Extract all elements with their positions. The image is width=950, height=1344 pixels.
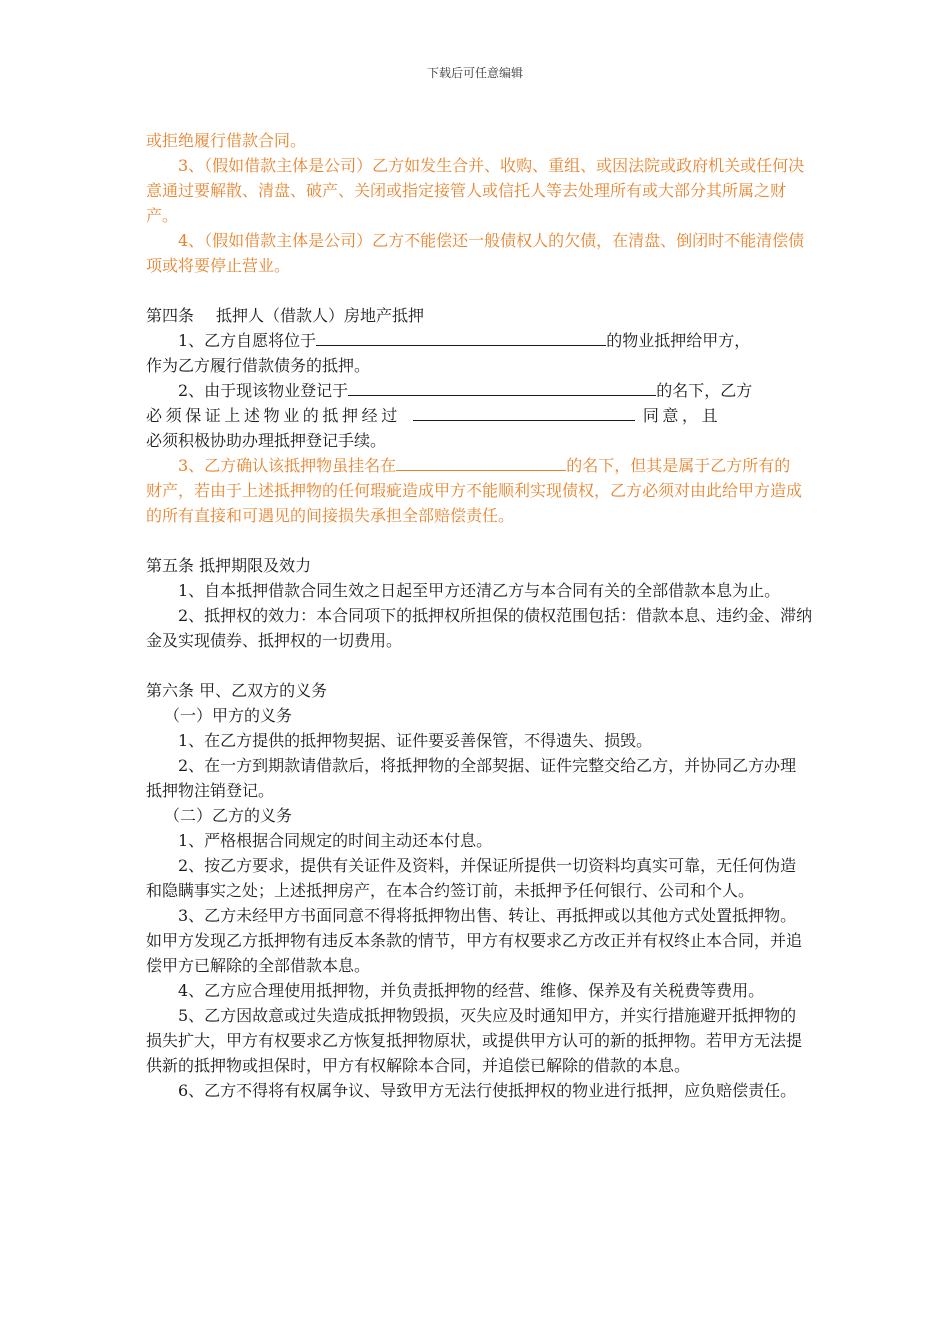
clause-3-3: 3、（假如借款主体是公司）乙方如发生合并、收购、重组、或因法院或政府机关或任何决意通过要解散、清盘、破产、关闭或指定接管人或信托人等去处理所有或大部分其所属之财产。 bbox=[146, 156, 805, 225]
article-4-number: 第四条 bbox=[146, 306, 195, 325]
clause-4-3 bbox=[146, 453, 806, 528]
clause-4-2 bbox=[146, 378, 806, 403]
clause-4-1-text-b: 的物业抵押给甲方， bbox=[606, 331, 751, 350]
blank-line[interactable] bbox=[316, 328, 606, 346]
contract-page bbox=[146, 128, 813, 1103]
clause-6b-2: 2、按乙方要求，提供有关证件及资料，并保证所提供一切资料均真实可靠，无任何伪造和隐瞒事实之处；上述抵押房产，在本合约签订前，未抵押予任何银行、公司和个人。 bbox=[146, 856, 797, 900]
blank-line[interactable] bbox=[348, 378, 656, 396]
article-5-heading: 第五条 抵押期限及效力 bbox=[146, 556, 312, 575]
clause-4-3-text-b: 的名下，但其是属于乙方所有的财产，若由于上述抵押物的任何瑕疵造成甲方不能顺利实现债权，乙方必须对由此给甲方造成的所有直接和可遇见的间接损失承担全部赔偿责任。 bbox=[146, 456, 803, 525]
clause-3-4: 4、（假如借款主体是公司）乙方不能偿还一般债权人的欠债，在清盘、倒闭时不能清偿债项或将要停止营业。 bbox=[146, 231, 805, 275]
clause-4-1 bbox=[146, 328, 806, 353]
spacer bbox=[146, 653, 806, 678]
clause-6a-1: 1、在乙方提供的抵押物契据、证件要妥善保管，不得遗失、损毁。 bbox=[178, 731, 653, 750]
spacer bbox=[146, 278, 806, 303]
clause-4-2-text-d: 同意，且 bbox=[642, 406, 722, 425]
clause-6a-2: 2、在一方到期款请借款后，将抵押物的全部契据、证件完整交给乙方，并协同乙方办理抵押物注销登记。 bbox=[146, 756, 797, 800]
paragraph-continued: 或拒绝履行借款合同。 bbox=[146, 131, 307, 150]
clause-6b-1: 1、严格根据合同规定的时间主动还本付息。 bbox=[178, 831, 493, 850]
clause-4-2-line3: 必须积极协助办理抵押登记手续。 bbox=[146, 431, 387, 450]
clause-5-1: 1、自本抵押借款合同生效之日起至甲方还清乙方与本合同有关的全部借款本息为止。 bbox=[178, 581, 781, 600]
clause-6b-4: 4、乙方应合理使用抵押物，并负责抵押物的经营、维修、保养及有关税费等费用。 bbox=[178, 981, 765, 1000]
clause-4-2-line2 bbox=[146, 403, 806, 428]
clause-6b-6: 6、乙方不得将有权属争议、导致甲方无法行使抵押权的物业进行抵押，应负赔偿责任。 bbox=[178, 1081, 797, 1100]
clause-4-1-text-a: 1、乙方自愿将位于 bbox=[178, 331, 317, 350]
clause-4-3-text-a: 3、乙方确认该抵押物虽挂名在 bbox=[178, 456, 397, 475]
subsection-party-b: （二）乙方的义务 bbox=[164, 806, 293, 825]
article-4-heading bbox=[146, 303, 806, 328]
article-4-title: 抵押人（借款人）房地产抵押 bbox=[216, 306, 425, 325]
clause-4-2-text-c: 必须保证上述物业的抵押经过 bbox=[146, 406, 401, 425]
clause-6b-5: 5、乙方因故意或过失造成抵押物毁损，灭失应及时通知甲方，并实行措施避开抵押物的损失扩大，甲方有权要求乙方恢复抵押物原状，或提供甲方认可的新的抵押物。若甲方无法提供新的抵押物或担保时，甲方有权解除本合同，并追偿已解除的借款的本息。 bbox=[146, 1006, 803, 1075]
page-header-note: 下载后可任意编辑 bbox=[426, 66, 523, 80]
article-6-heading: 第六条 甲、乙双方的义务 bbox=[146, 681, 328, 700]
clause-6b-3: 3、乙方未经甲方书面同意不得将抵押物出售、转让、再抵押或以其他方式处置抵押物。如甲方发现乙方抵押物有违反本条款的情节，甲方有权要求乙方改正并有权终止本合同，并追偿甲方已解除的全部借款本息。 bbox=[146, 906, 803, 975]
clause-5-2: 2、抵押权的效力：本合同项下的抵押权所担保的债权范围包括：借款本息、违约金、滞纳金及实现债券、抵押权的一切费用。 bbox=[146, 606, 813, 650]
subsection-party-a: （一）甲方的义务 bbox=[164, 706, 293, 725]
clause-4-2-text-a: 2、由于现该物业登记于 bbox=[178, 381, 349, 400]
spacer bbox=[146, 528, 806, 553]
blank-line[interactable] bbox=[413, 403, 635, 421]
blank-line[interactable] bbox=[396, 453, 566, 471]
clause-4-2-text-b: 的名下，乙方 bbox=[656, 381, 753, 400]
clause-4-1-cont: 作为乙方履行借款债务的抵押。 bbox=[146, 356, 371, 375]
